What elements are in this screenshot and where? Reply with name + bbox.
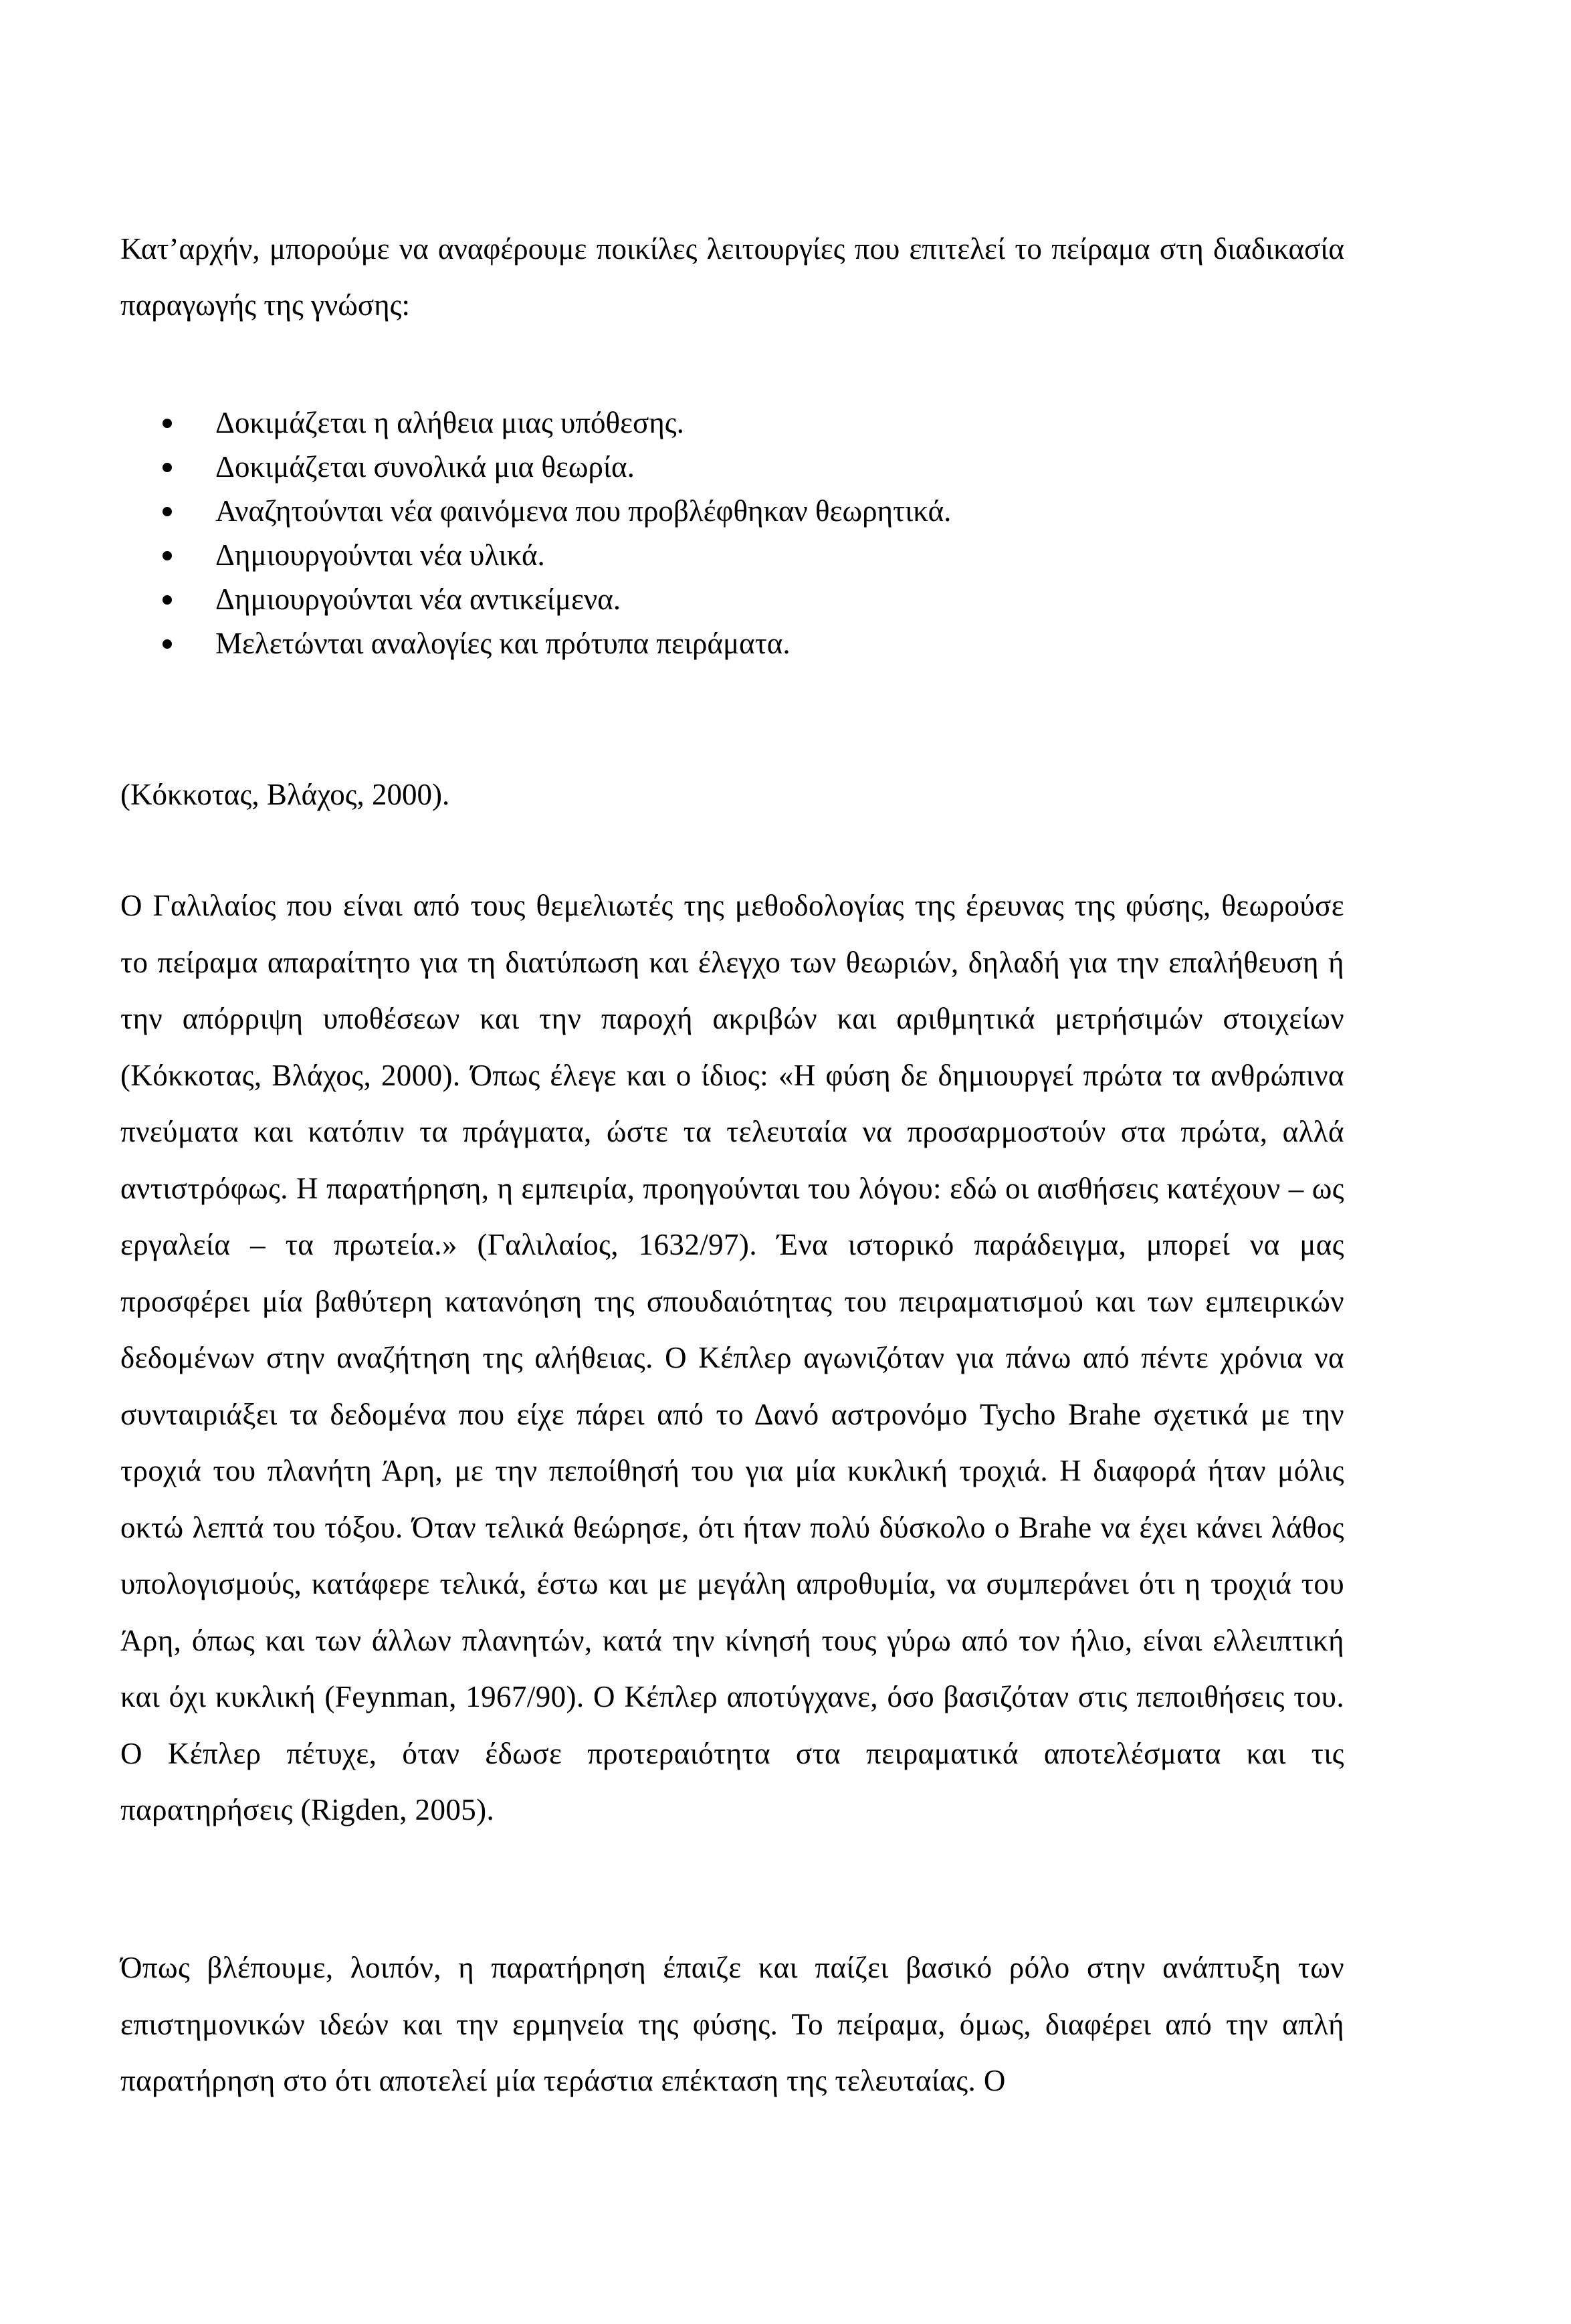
bullet-icon bbox=[163, 639, 172, 649]
list-item-text: Δοκιμάζεται η αλήθεια μιας υπόθεσης. bbox=[215, 406, 684, 439]
bullet-icon bbox=[163, 551, 172, 560]
list-item bbox=[120, 571, 1344, 615]
functions-list bbox=[120, 395, 1344, 659]
list-item-text: Δημιουργούνται νέα υλικά. bbox=[215, 538, 545, 572]
list-item-text: Αναζητούνται νέα φαινόμενα που προβλέφθηκαν θεωρητικά. bbox=[215, 494, 952, 528]
list-item bbox=[120, 395, 1344, 439]
list-item bbox=[120, 527, 1344, 571]
bullet-icon bbox=[163, 595, 172, 605]
list-item bbox=[120, 483, 1344, 527]
bullet-icon bbox=[163, 463, 172, 472]
observation-paragraph: Όπως βλέπουμε, λοιπόν, η παρατήρηση έπαιζε και παίζει βασικό ρόλο στην ανάπτυξη των επιστημονικών ιδεών και την ερμηνεία της φύσης. Το πείραμα, όμως, διαφέρει από την απλή παρατήρηση στο ότι αποτελεί μία τεράστια επέκταση της τελευταίας. Ο bbox=[120, 1951, 1344, 2097]
list-item-text: Δημιουργούνται νέα αντικείμενα. bbox=[215, 583, 621, 616]
list-item-text: Μελετώνται αναλογίες και πρότυπα πειράματα. bbox=[215, 627, 791, 660]
citation: (Κόκκοτας, Βλάχος, 2000). bbox=[120, 778, 450, 811]
bullet-icon bbox=[163, 507, 172, 516]
intro-paragraph: Κατ’αρχήν, μπορούμε να αναφέρουμε ποικίλες λειτουργίες που επιτελεί το πείραμα στη διαδικασία παραγωγής της γνώσης: bbox=[120, 232, 1344, 322]
list-item-text: Δοκιμάζεται συνολικά μια θεωρία. bbox=[215, 450, 635, 484]
bullet-icon bbox=[163, 419, 172, 428]
list-item bbox=[120, 615, 1344, 659]
galileo-paragraph: Ο Γαλιλαίος που είναι από τους θεμελιωτές της μεθοδολογίας της έρευνας της φύσης, θεωρούσε το πείραμα απαραίτητο για τη διατύπωση και έλεγχο των θεωριών, δηλαδή για την επαλήθευση ή την απόρριψη υποθέσεων και την παροχή ακριβών και αριθμητικά μετρήσιμών στοιχείων (Κόκκοτας, Βλάχος, 2000). Όπως έλεγε και ο ίδιος: «Η φύση δε δημιουργεί πρώτα τα ανθρώπινα πνεύματα και κατόπιν τα πράγματα, ώστε τα τελευταία να προσαρμοστούν στα πρώτα, αλλά αντιστρόφως. Η παρατήρηση, η εμπειρία, προηγούνται του λόγου: εδώ οι αισθήσεις κατέχουν – ως εργαλεία – τα πρωτεία.» (Γαλιλαίος, 1632/97). Ένα ιστορικό παράδειγμα, μπορεί να μας προσφέρει μία βαθύτερη κατανόηση της σπουδαιότητας του πειραματισμού και των εμπειρικών δεδομένων στην αναζήτηση της αλήθειας. Ο Κέπλερ αγωνιζόταν για πάνω από πέντε χρόνια να συνταιριάξει τα δεδομένα που είχε πάρει από το Δανό αστρονόμο Tycho Brahe σχετικά με την τροχιά του πλανήτη Άρη, με την πεποίθησή του για μία κυκλική τροχιά. Η διαφορά ήταν μόλις οκτώ λεπτά του τόξου. Όταν τελικά θεώρησε, ότι ήταν πολύ δύσκολο ο Brahe να έχει κάνει λάθος υπολογισμούς, κατάφερε τελικά, έστω και με μεγάλη απροθυμία, να συμπεράνει ότι η τροχιά του Άρη, όπως και των άλλων πλανητών, κατά την κίνησή τους γύρω από τον ήλιο, είναι ελλειπτική και όχι κυκλική (Feynman, 1967/90). Ο Κέπλερ αποτύγχανε, όσο βασιζόταν στις πεποιθήσεις του. Ο Κέπλερ πέτυχε, όταν έδωσε προτεραιότητα στα πειραματικά αποτελέσματα και τις παρατηρήσεις (Rigden, 2005). bbox=[120, 889, 1344, 1826]
list-item bbox=[120, 439, 1344, 483]
